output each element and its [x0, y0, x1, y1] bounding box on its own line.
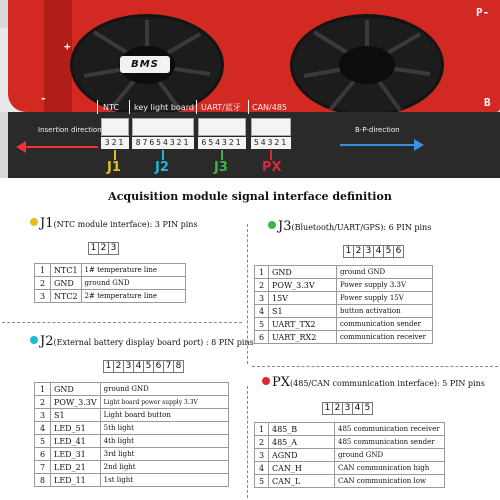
pin-number: 5 [383, 245, 394, 258]
pin-no: 2 [35, 396, 51, 409]
table-row [255, 305, 433, 318]
connector-line-j3 [221, 150, 223, 160]
pin-no: 2 [255, 279, 269, 292]
table-row [255, 292, 433, 305]
pin-number: 4 [373, 245, 384, 258]
pin-name: LED_41 [51, 435, 101, 448]
pin-no: 3 [255, 449, 269, 462]
table-row [255, 475, 445, 488]
dot-j2-icon [30, 336, 38, 344]
pin-no: 4 [35, 422, 51, 435]
header-divider [129, 100, 130, 114]
pin-name: POW_3.3V [269, 279, 337, 292]
pin-no: 1 [35, 383, 51, 396]
table-row [35, 277, 186, 290]
pin-no: 5 [35, 435, 51, 448]
pin-function: communication sender [337, 318, 433, 331]
table-row [35, 396, 229, 409]
pin-no: 6 [255, 331, 269, 344]
connector-line-j2 [162, 150, 164, 160]
pin-function: 485 communication sender [335, 436, 445, 449]
pin-numbers-j2: 87654321 [132, 137, 194, 149]
pin-number: 1 [322, 402, 333, 415]
section-desc-j3: (Bluetooth/UART/GPS): 6 PIN pins [291, 223, 432, 232]
pin-number: 4 [352, 402, 363, 415]
table-row [255, 436, 445, 449]
connector-line-j1 [114, 150, 116, 160]
pin-box-px [323, 402, 373, 415]
pin-function: 1st light [100, 474, 228, 487]
terminal-minus-label: - [40, 92, 47, 105]
pin-function: 2# temperature line [81, 290, 185, 303]
pin-function: ground GND [100, 383, 228, 396]
pin-function: ground GND [335, 449, 445, 462]
pin-number: 3 [123, 360, 134, 373]
connector-j3 [198, 118, 246, 136]
pin-no: 5 [255, 475, 269, 488]
table-row [255, 423, 445, 436]
dot-j1-icon [30, 218, 38, 226]
section-title-j2 [30, 334, 254, 351]
table-row [35, 383, 229, 396]
pin-number: 2 [98, 242, 109, 255]
divider-horizontal-left [2, 322, 242, 323]
pin-function: ground GND [337, 266, 433, 279]
pin-no: 7 [35, 461, 51, 474]
tag-px: PX [262, 160, 282, 175]
bp-direction-label: B-P-direction [355, 126, 400, 134]
pin-table-j1 [34, 263, 186, 303]
pin-no: 3 [255, 292, 269, 305]
pin-name: NTC1 [51, 264, 82, 277]
section-title-j1 [30, 216, 198, 233]
board-terminal-strip [44, 0, 72, 112]
pin-no: 1 [255, 266, 269, 279]
pin-no: 8 [35, 474, 51, 487]
pin-table-px [254, 422, 445, 488]
pin-number: 2 [113, 360, 124, 373]
pin-no: 6 [35, 448, 51, 461]
pin-name: 485_A [269, 436, 335, 449]
section-title-px [262, 375, 485, 392]
tag-j2: J2 [155, 160, 169, 175]
section-tag-px: PX [272, 375, 291, 390]
pin-name: LED_21 [51, 461, 101, 474]
divider-horizontal-right [252, 366, 498, 367]
pin-name: POW_3.3V [51, 396, 101, 409]
pin-function: 4th light [100, 435, 228, 448]
pin-number: 7 [163, 360, 174, 373]
bms-board-photo [0, 0, 500, 178]
pin-function: Light board button [100, 409, 228, 422]
pin-function: 1# temperature line [81, 264, 185, 277]
pin-name: 485_B [269, 423, 335, 436]
table-row [35, 264, 186, 277]
connector-line-px [270, 150, 272, 160]
pin-name: S1 [51, 409, 101, 422]
pin-no: 4 [255, 305, 269, 318]
pin-no: 2 [35, 277, 51, 290]
diagram-heading: Acquisition module signal interface definition [108, 190, 392, 203]
pin-name: CAN_L [269, 475, 335, 488]
header-divider [196, 100, 197, 114]
terminal-p-minus-label: P- [476, 6, 490, 19]
pin-function: Power supply 15V [337, 292, 433, 305]
pin-name: NTC2 [51, 290, 82, 303]
pin-table-j2 [34, 382, 229, 487]
pin-number: 5 [362, 402, 373, 415]
pin-number: 2 [353, 245, 364, 258]
pin-no: 1 [255, 423, 269, 436]
table-row [255, 462, 445, 475]
pin-function: ground GND [81, 277, 185, 290]
pin-number: 3 [108, 242, 119, 255]
pin-number: 5 [143, 360, 154, 373]
pin-numbers-j3: 654321 [198, 137, 246, 149]
pin-name: S1 [269, 305, 337, 318]
pin-name: UART_TX2 [269, 318, 337, 331]
pin-numbers-px: 54321 [251, 137, 291, 149]
connector-j1 [101, 118, 129, 136]
pin-no: 2 [255, 436, 269, 449]
header-label-key-light-board: key light board [134, 103, 194, 112]
pin-function: communication receiver [337, 331, 433, 344]
pin-numbers-j1: 321 [101, 137, 129, 149]
pin-function: 3rd light [100, 448, 228, 461]
pin-function: Light board power supply 3.3V [100, 396, 228, 409]
pin-function: 2nd light [100, 461, 228, 474]
pin-function: CAN communication high [335, 462, 445, 475]
pin-no: 1 [35, 264, 51, 277]
pin-number: 3 [342, 402, 353, 415]
pin-function: Power supply 3.3V [337, 279, 433, 292]
pin-name: GND [51, 277, 82, 290]
section-tag-j3: J3 [278, 219, 292, 234]
pin-number: 1 [343, 245, 354, 258]
section-tag-j2: J2 [40, 334, 54, 349]
header-divider [97, 100, 98, 114]
section-desc-j2: (External battery display board port) : 8 PIN pins [53, 338, 254, 347]
pin-function: 5th light [100, 422, 228, 435]
pin-table-j3 [254, 265, 433, 344]
table-row [35, 435, 229, 448]
section-tag-j1: J1 [40, 216, 54, 231]
header-label-uart: UART/蓝牙 [201, 103, 241, 112]
pin-no: 3 [35, 409, 51, 422]
pin-number: 1 [88, 242, 99, 255]
table-row [35, 461, 229, 474]
pin-number: 8 [173, 360, 184, 373]
table-row [35, 409, 229, 422]
insertion-arrow-icon [16, 140, 100, 154]
pin-number: 2 [332, 402, 343, 415]
table-row [255, 266, 433, 279]
pin-box-j2 [104, 360, 184, 373]
pin-function: button activation [337, 305, 433, 318]
pin-number: 1 [103, 360, 114, 373]
pin-no: 4 [255, 462, 269, 475]
pin-name: UART_RX2 [269, 331, 337, 344]
pin-name: AGND [269, 449, 335, 462]
pin-no: 5 [255, 318, 269, 331]
pin-name: GND [269, 266, 337, 279]
pin-name: LED_51 [51, 422, 101, 435]
table-row [35, 448, 229, 461]
pin-name: CAN_H [269, 462, 335, 475]
pin-name: 15V [269, 292, 337, 305]
pin-box-j1 [89, 242, 119, 255]
pin-name: GND [51, 383, 101, 396]
bp-arrow-icon [340, 138, 424, 152]
dot-px-icon [262, 377, 270, 385]
table-row [255, 449, 445, 462]
table-row [255, 331, 433, 344]
table-row [255, 279, 433, 292]
pin-number: 6 [393, 245, 404, 258]
pin-no: 3 [35, 290, 51, 303]
pin-number: 3 [363, 245, 374, 258]
tag-j3: J3 [214, 160, 228, 175]
insertion-direction-label: Insertion direction [38, 126, 102, 134]
pin-name: LED_11 [51, 474, 101, 487]
connector-j2 [132, 118, 194, 136]
pin-function: CAN communication low [335, 475, 445, 488]
table-row [35, 474, 229, 487]
header-divider [248, 100, 249, 114]
terminal-b-label: B [484, 96, 491, 109]
pin-box-j3 [344, 245, 404, 258]
dot-j3-icon [268, 221, 276, 229]
header-label-can-485: CAN/485 [252, 103, 288, 112]
section-title-j3 [268, 219, 431, 236]
section-desc-px: (485/CAN communication interface): 5 PIN pins [290, 379, 485, 388]
table-row [35, 290, 186, 303]
pin-name: LED_31 [51, 448, 101, 461]
bms-logo: BMS [120, 56, 170, 73]
table-row [35, 422, 229, 435]
connector-px [251, 118, 291, 136]
section-desc-j1: (NTC module interface): 3 PIN pins [53, 220, 198, 229]
tag-j1: J1 [107, 160, 121, 175]
header-label-ntc: NTC [103, 103, 119, 112]
pin-number: 6 [153, 360, 164, 373]
table-row [255, 318, 433, 331]
pin-function: 485 communication receiver [335, 423, 445, 436]
pin-number: 4 [133, 360, 144, 373]
divider-vertical-bottom [247, 386, 248, 498]
terminal-plus-label: + [64, 40, 71, 53]
